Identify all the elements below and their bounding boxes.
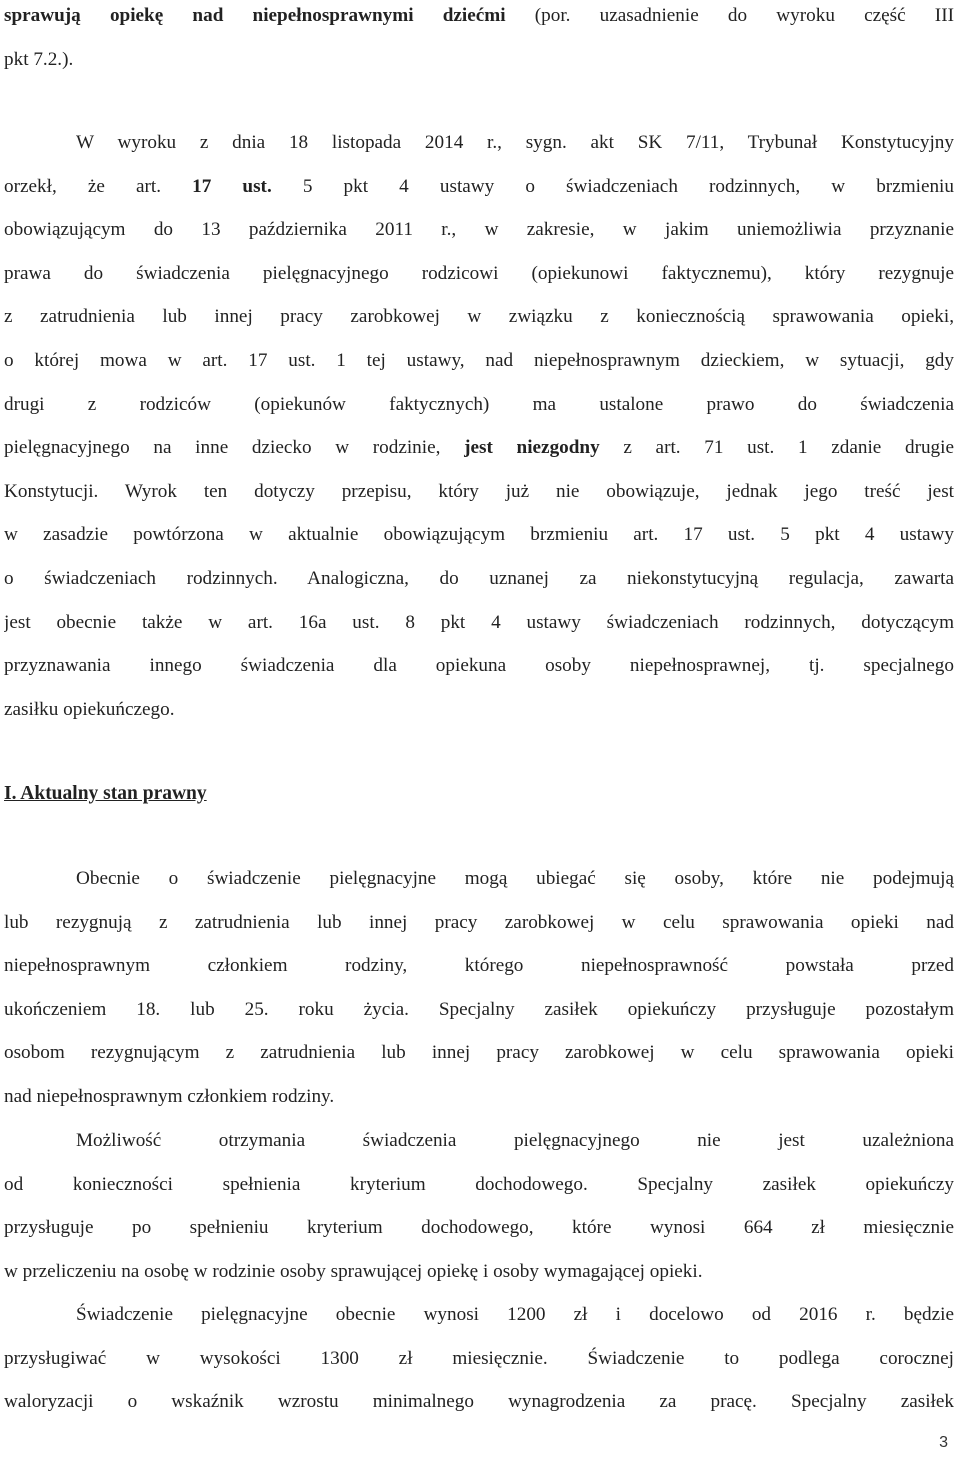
intro-paragraph	[4, 0, 954, 81]
income-line-1: Możliwość otrzymania świadczenia pielęgnacyjnego nie jest uzależniona	[76, 1130, 954, 1151]
ruling-line-6: o której mowa w art. 17 ust. 1 tej ustawy, nad niepełnosprawnym dzieckiem, w sytuacji, gdy	[4, 349, 954, 371]
ruling-line-9: Konstytucji. Wyrok ten dotyczy przepisu, który już nie obowiązuje, jednak jego treść jest	[4, 480, 954, 502]
income-line-2: od konieczności spełnienia kryterium dochodowego. Specjalny zasiłek opiekuńczy	[4, 1173, 954, 1195]
ruling-line-1: W wyroku z dnia 18 listopada 2014 r., sygn. akt SK 7/11, Trybunał Konstytucyjny	[76, 132, 954, 153]
intro-bold-text: sprawują opiekę nad niepełnosprawnymi dziećmi	[4, 5, 506, 26]
section-heading: I. Aktualny stan prawny	[4, 783, 207, 804]
ruling-bold-text: 17 ust.	[192, 175, 272, 197]
ruling-line-7: drugi z rodziców (opiekunów faktycznych) ma ustalone prawo do świadczenia	[4, 393, 954, 415]
current-law-line-2: lub rezygnują z zatrudnienia lub innej pracy zarobkowej w celu sprawowania opieki nad	[4, 911, 954, 933]
benefit-line-1: Świadczenie pielęgnacyjne obecnie wynosi 1200 zł i docelowo od 2016 r. będzie	[76, 1304, 954, 1325]
ruling-line-12: jest obecnie także w art. 16a ust. 8 pkt 4 ustawy świadczeniach rodzinnych, dotyczącym	[4, 611, 954, 633]
current-law-line-3: niepełnosprawnym członkiem rodziny, którego niepełnosprawność powstała przed	[4, 955, 954, 977]
ruling-line-5: z zatrudnienia lub innej pracy zarobkowej w związku z koniecznością sprawowania opieki,	[4, 306, 954, 328]
ruling-text: z art. 71 ust. 1 zdanie drugie	[599, 437, 954, 459]
income-line-4: w przeliczeniu na osobę w rodzinie osoby sprawującej opiekę i osoby wymagającej opieki.	[4, 1260, 703, 1282]
current-law-line-5: osobom rezygnującym z zatrudnienia lub innej pracy zarobkowej w celu sprawowania opieki	[4, 1042, 954, 1064]
ruling-line-4: prawa do świadczenia pielęgnacyjnego rodzicowi (opiekunowi faktycznemu), który rezygnuje	[4, 262, 954, 284]
benefit-line-3: waloryzacji o wskaźnik wzrostu minimalnego wynagrodzenia za pracę. Specjalny zasiłek	[4, 1391, 954, 1413]
ruling-paragraph	[4, 121, 954, 731]
ruling-line-13: przyznawania innego świadczenia dla opiekuna osoby niepełnosprawnej, tj. specjalnego	[4, 655, 954, 677]
current-law-line-4: ukończeniem 18. lub 25. roku życia. Specjalny zasiłek opiekuńczy przysługuje pozostałym	[4, 998, 954, 1020]
benefit-line-2: przysługiwać w wysokości 1300 zł miesięcznie. Świadczenie to podlega corocznej	[4, 1347, 954, 1369]
current-law-line-1: Obecnie o świadczenie pielęgnacyjne mogą ubiegać się osoby, które nie podejmują	[76, 868, 954, 889]
intro-line-2: pkt 7.2.).	[4, 48, 74, 70]
ruling-line-8	[4, 426, 954, 470]
current-law-line-6: nad niepełnosprawnym członkiem rodziny.	[4, 1085, 335, 1107]
ruling-line-2	[4, 165, 954, 209]
ruling-text: orzekł, że art.	[4, 175, 193, 197]
income-criterion-paragraph	[4, 1119, 954, 1293]
intro-line-1	[4, 0, 954, 38]
intro-rest-text: (por. uzasadnienie do wyroku część III	[505, 5, 954, 26]
page-number: 3	[939, 1434, 948, 1451]
benefit-amount-paragraph	[4, 1293, 954, 1424]
ruling-text: pielęgnacyjnego na inne dziecko w rodzinie,	[4, 437, 465, 459]
ruling-text: 5 pkt 4 ustawy o świadczeniach rodzinnych, w brzmieniu	[271, 175, 954, 197]
income-line-3: przysługuje po spełnieniu kryterium dochodowego, które wynosi 664 zł miesięcznie	[4, 1217, 954, 1239]
ruling-line-11: o świadczeniach rodzinnych. Analogiczna, do uznanej za niekonstytucyjną regulacja, zawarta	[4, 567, 954, 589]
current-law-paragraph	[4, 857, 954, 1119]
ruling-line-14: zasiłku opiekuńczego.	[4, 698, 175, 720]
ruling-line-3: obowiązującym do 13 października 2011 r., w zakresie, w jakim uniemożliwia przyznanie	[4, 219, 954, 241]
ruling-bold-text: jest niezgodny	[464, 437, 600, 459]
ruling-line-10: w zasadzie powtórzona w aktualnie obowiązującym brzmieniu art. 17 ust. 5 pkt 4 ustawy	[4, 524, 954, 546]
